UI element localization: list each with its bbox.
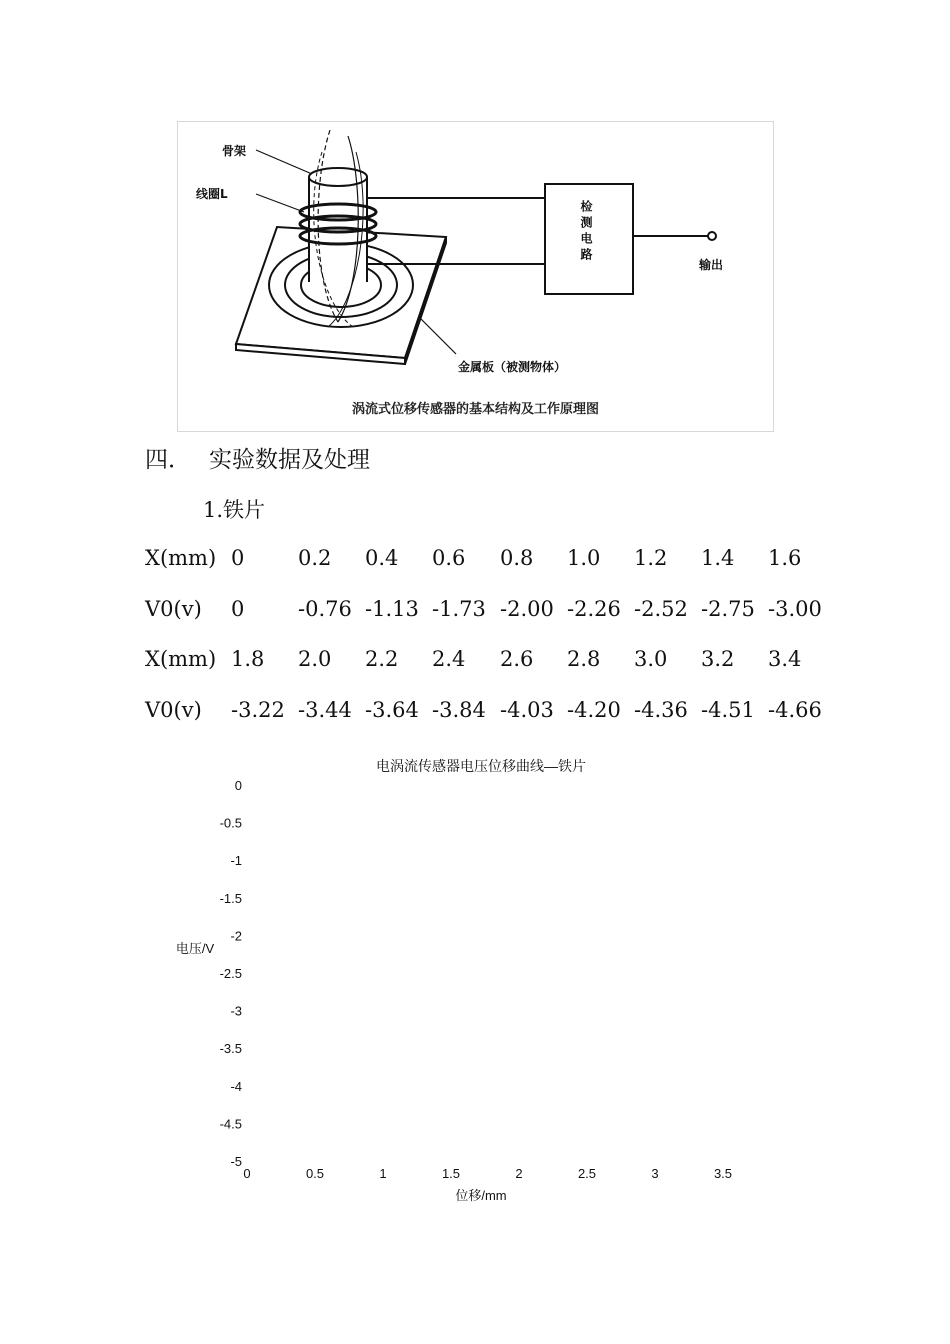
table-cell: -4.66 <box>768 698 822 722</box>
chart-title: 电涡流传感器电压位移曲线—铁片 <box>376 758 586 774</box>
row-label: V0(v) <box>145 698 202 722</box>
table-cell: -2.00 <box>500 597 554 621</box>
table-cell: 0 <box>231 546 245 570</box>
table-cell: 3.2 <box>701 647 735 671</box>
voltage-displacement-chart <box>150 750 800 1220</box>
table-cell: 1.8 <box>231 647 265 671</box>
table-cell: -1.73 <box>432 597 486 621</box>
table-cell: -2.75 <box>701 597 755 621</box>
table-cell: 0 <box>231 597 245 621</box>
y-tick-label: -2 <box>230 928 242 944</box>
data-points <box>244 783 712 1139</box>
table-cell: -4.03 <box>500 698 554 722</box>
table-cell: -3.84 <box>432 698 486 722</box>
row-label: V0(v) <box>145 597 202 621</box>
table-cell: 1.0 <box>567 546 601 570</box>
y-tick-label: -5 <box>230 1154 242 1169</box>
eddy-sensor-figure <box>177 121 774 432</box>
table-cell: 1.4 <box>701 546 735 570</box>
table-cell: 2.6 <box>500 647 534 671</box>
y-axis-ticks <box>220 778 242 1169</box>
bobbin-top <box>309 168 367 186</box>
y-tick-label: -1 <box>230 853 242 869</box>
detect-circuit-label: 检测电路 <box>579 200 593 264</box>
table-cell: 0.2 <box>298 546 332 570</box>
y-tick-label: -0.5 <box>219 815 242 831</box>
x-tick-label: 3.5 <box>713 1166 733 1181</box>
row-label: X(mm) <box>145 647 217 671</box>
y-tick-label: -3 <box>230 1003 242 1019</box>
table-cell: 0.8 <box>500 546 534 570</box>
table-cell: 2.8 <box>567 647 601 671</box>
x-tick-label: 0 <box>243 1166 251 1181</box>
figure-caption: 涡流式位移传感器的基本结构及工作原理图 <box>351 402 599 417</box>
x-axis-label: 位移/mm <box>455 1188 507 1203</box>
table-cell: -3.44 <box>298 698 352 722</box>
table-cell: -4.20 <box>567 698 621 722</box>
table-cell: -3.22 <box>231 698 285 722</box>
x-tick-label: 0.5 <box>305 1166 325 1181</box>
table-cell: 3.0 <box>634 647 668 671</box>
y-axis-label: 电压/V <box>175 941 215 956</box>
table-cell: 3.4 <box>768 647 802 671</box>
table-cell: 1.2 <box>634 546 668 570</box>
x-tick-label: 1.5 <box>441 1166 461 1181</box>
x-tick-label: 3 <box>651 1166 659 1181</box>
coil-label: 线圈L <box>196 187 228 201</box>
table-cell: 1.6 <box>768 546 802 570</box>
output-terminal <box>708 232 716 240</box>
table-cell: -2.52 <box>634 597 688 621</box>
table-cell: 2.4 <box>432 647 466 671</box>
y-tick-label: -4 <box>230 1078 242 1094</box>
table-cell: -2.26 <box>567 597 621 621</box>
table-cell: 0.4 <box>365 546 399 570</box>
table-cell: -3.64 <box>365 698 419 722</box>
table-cell: -3.00 <box>768 597 822 621</box>
x-axis-ticks <box>243 1166 732 1181</box>
table-cell: -4.51 <box>701 698 755 722</box>
y-tick-label: -3.5 <box>219 1041 242 1057</box>
x-tick-label: 2 <box>515 1166 523 1181</box>
section-title: 实验数据及处理 <box>209 447 370 473</box>
table-cell: -0.76 <box>298 597 352 621</box>
table-cell: 0.6 <box>432 546 466 570</box>
x-tick-label: 1 <box>379 1166 387 1181</box>
section-number: 四． <box>145 447 191 473</box>
row-label: X(mm) <box>145 546 217 570</box>
frame-label: 骨架 <box>222 144 247 158</box>
y-tick-label: -1.5 <box>219 890 242 906</box>
y-tick-label: -2.5 <box>219 966 242 981</box>
table-cell: 2.2 <box>365 647 399 671</box>
table-cell: -4.36 <box>634 698 688 722</box>
table-cell: -1.13 <box>365 597 419 621</box>
x-tick-label: 2.5 <box>577 1166 597 1181</box>
table-cell: 2.0 <box>298 647 332 671</box>
y-tick-label: -4.5 <box>219 1116 242 1132</box>
eddy-sensor-drawing <box>178 122 775 433</box>
output-label: 输出 <box>699 258 724 272</box>
plate-label: 金属板（被测物体） <box>458 360 567 374</box>
subsection-title: 1.铁片 <box>203 498 266 522</box>
y-tick-label: 0 <box>234 778 242 793</box>
section-heading <box>145 441 370 474</box>
